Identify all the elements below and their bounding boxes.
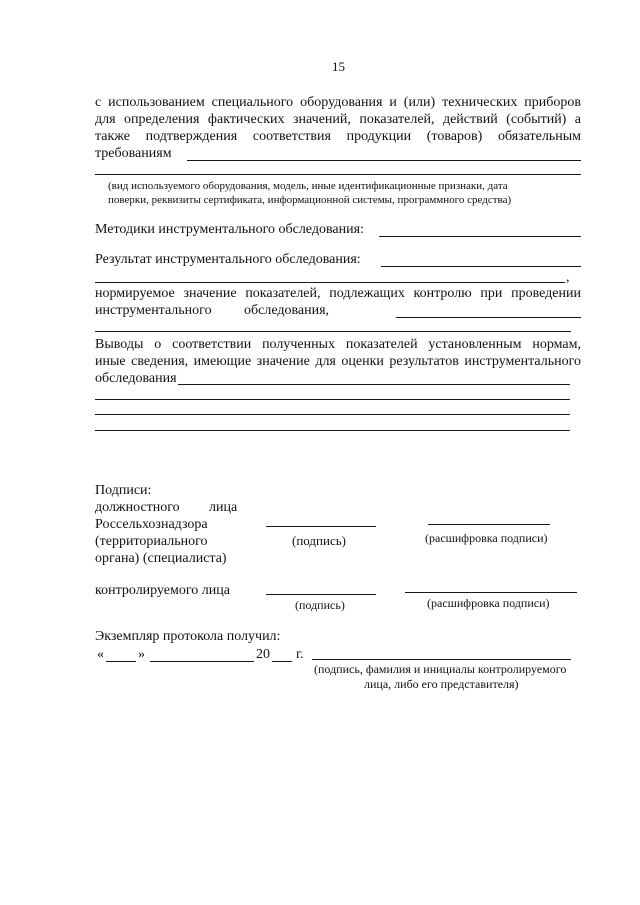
- normative-line-2b: обследования,: [244, 303, 330, 318]
- intro-line-3: также подтверждения соответствия продукции (товаров) обязательным: [95, 129, 581, 144]
- equipment-field[interactable]: [95, 174, 581, 175]
- equipment-note-line-2: поверки, реквизиты сертификата, информационной системы, программного средства): [108, 194, 512, 206]
- receipt-label: Экземпляр протокола получил:: [95, 629, 281, 644]
- official-decode-field[interactable]: [428, 524, 550, 525]
- date-day-field[interactable]: [106, 661, 136, 662]
- intro-line-1: с использованием специального оборудования и (или) технических приборов: [95, 95, 581, 110]
- conclusions-line-1: Выводы о соответствии полученных показателей установленным нормам,: [95, 337, 581, 352]
- official-signature-caption: (подпись): [292, 533, 346, 548]
- results-field-continued[interactable]: [95, 282, 565, 283]
- official-line-3: (территориального: [95, 534, 208, 549]
- conclusions-line-2: иные сведения, имеющие значение для оценки результатов инструментального: [95, 354, 581, 369]
- conclusions-line-3: обследования: [95, 371, 177, 386]
- date-year-field[interactable]: [272, 661, 292, 662]
- signatures-title: Подписи:: [95, 483, 152, 498]
- date-quote-open: «: [97, 647, 104, 662]
- conclusions-field-4[interactable]: [95, 430, 570, 431]
- official-signature-field[interactable]: [266, 526, 376, 527]
- results-comma: ,: [566, 270, 570, 285]
- official-decode-caption: (расшифровка подписи): [425, 531, 548, 545]
- receipt-caption-line-2: лица, либо его представителя): [364, 677, 519, 691]
- date-year-prefix: 20: [256, 647, 270, 662]
- controlled-signature-field[interactable]: [266, 594, 376, 595]
- normative-field[interactable]: [396, 317, 581, 318]
- page-number: 15: [332, 59, 345, 74]
- date-quote-close: »: [138, 647, 145, 662]
- controlled-decode-caption: (расшифровка подписи): [427, 596, 550, 610]
- conclusions-field-2[interactable]: [95, 399, 570, 400]
- controlled-decode-field[interactable]: [405, 592, 577, 593]
- official-line-2: Россельхознадзора: [95, 517, 208, 532]
- normative-field-continued[interactable]: [95, 331, 571, 332]
- date-month-field[interactable]: [150, 661, 254, 662]
- controlled-signature-caption: (подпись): [295, 598, 345, 612]
- official-line-1b: лица: [209, 500, 238, 515]
- methods-label: Методики инструментального обследования:: [95, 222, 364, 237]
- requirements-field[interactable]: [187, 160, 581, 161]
- intro-line-2: для определения фактических значений, показателей, действий (событий) а: [95, 112, 581, 127]
- normative-line-1: нормируемое значение показателей, подлежащих контролю при проведении: [95, 286, 581, 301]
- official-line-1a: должностного: [95, 500, 180, 515]
- intro-line-4: требованиям: [95, 146, 172, 161]
- official-line-4: органа) (специалиста): [95, 551, 227, 566]
- date-year-suffix: г.: [296, 647, 304, 662]
- results-label: Результат инструментального обследования:: [95, 252, 361, 267]
- controlled-person-label: контролируемого лица: [95, 583, 230, 598]
- conclusions-field[interactable]: [178, 384, 570, 385]
- results-field[interactable]: [381, 266, 581, 267]
- receipt-caption-line-1: (подпись, фамилия и инициалы контролируемого: [314, 662, 567, 676]
- equipment-note-line-1: (вид используемого оборудования, модель, иные идентификационные признаки, дата: [108, 180, 508, 192]
- methods-field[interactable]: [379, 236, 581, 237]
- normative-line-2a: инструментального: [95, 303, 212, 318]
- conclusions-field-3[interactable]: [95, 414, 570, 415]
- receipt-signature-field[interactable]: [312, 659, 571, 660]
